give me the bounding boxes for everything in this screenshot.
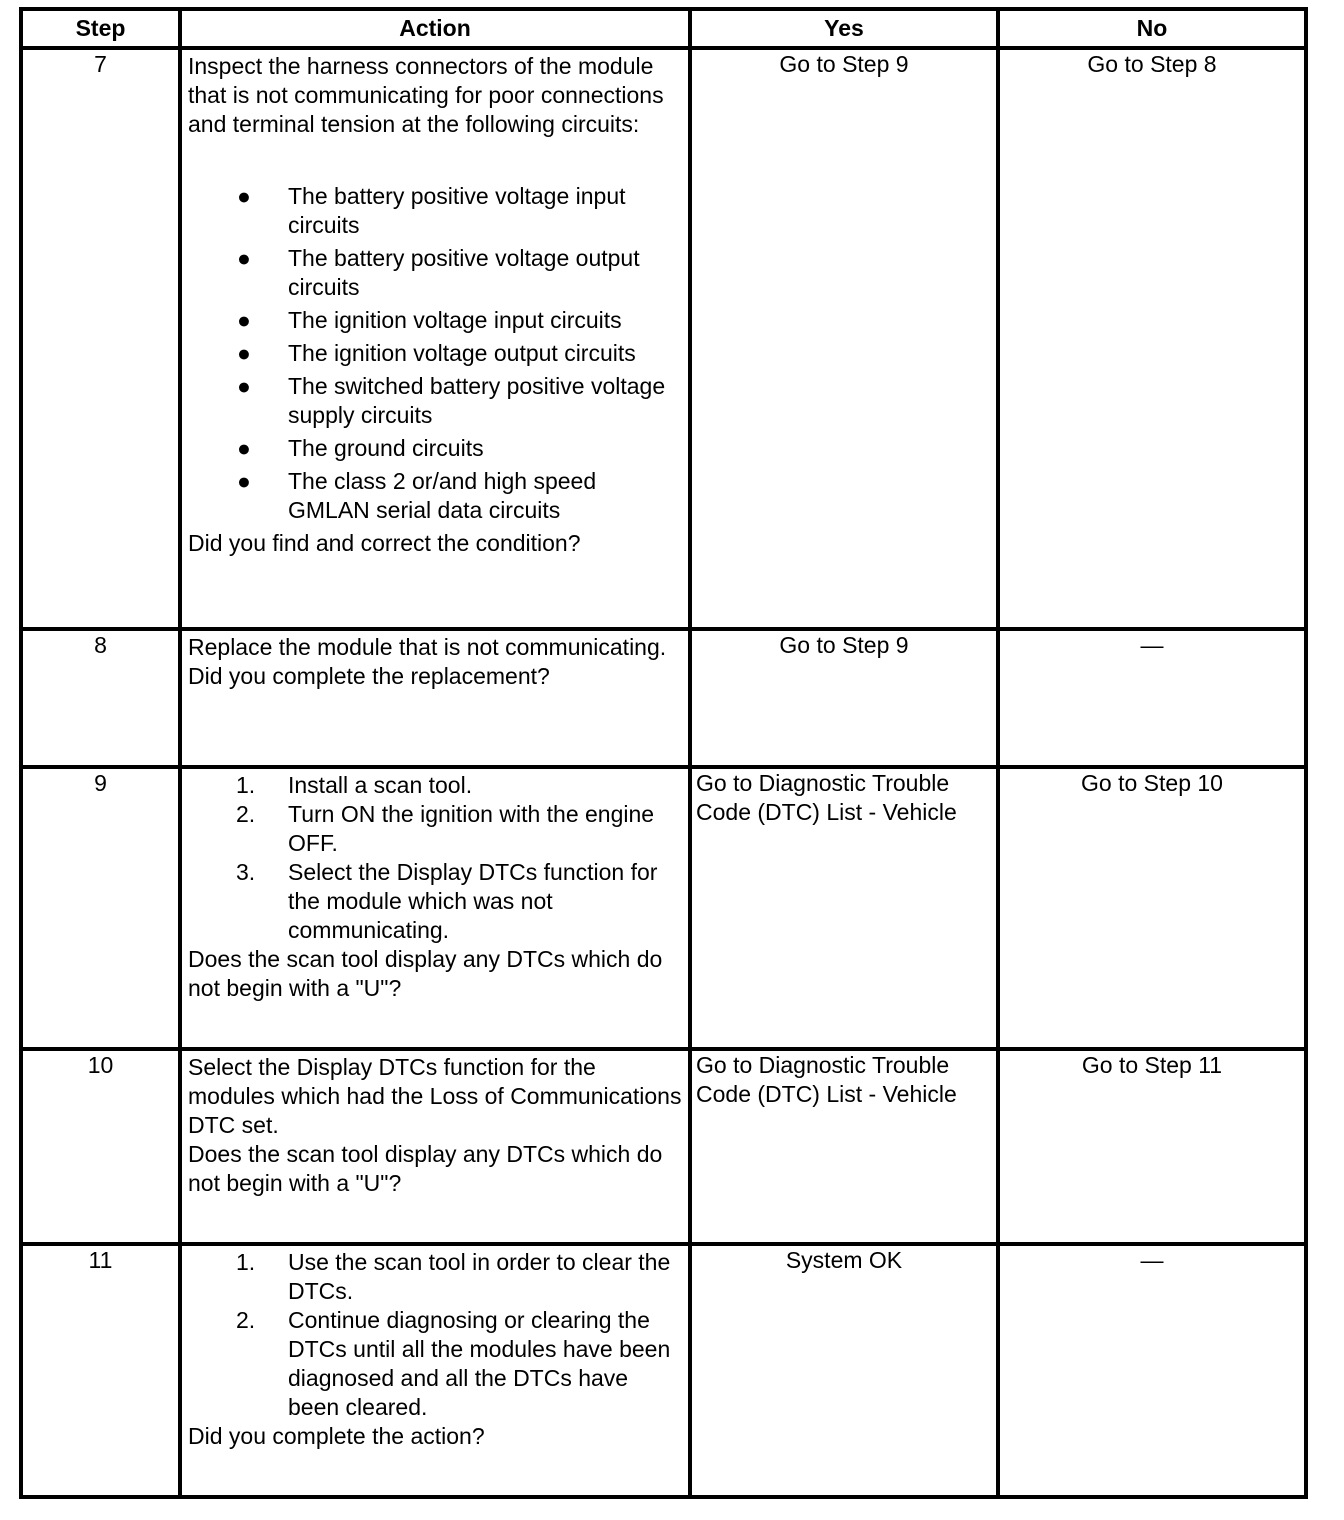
list-item bbox=[188, 771, 684, 800]
no-result: Go to Step 11 bbox=[998, 1049, 1306, 1244]
list-item bbox=[188, 800, 684, 858]
bullet-icon: ● bbox=[237, 373, 251, 399]
action-cell bbox=[180, 1049, 690, 1244]
list-item-text: The ground circuits bbox=[288, 435, 484, 461]
action-cell bbox=[180, 629, 690, 767]
circuit-list bbox=[188, 182, 684, 525]
list-number: 2. bbox=[236, 801, 256, 827]
action-intro: Inspect the harness connectors of the module that is not communicating for poor connections and terminal tension at the following circuits: bbox=[188, 53, 664, 137]
list-number: 2. bbox=[236, 1307, 256, 1333]
action-cell bbox=[180, 48, 690, 629]
bullet-icon: ● bbox=[237, 307, 251, 333]
action-intro: Replace the module that is not communicating. bbox=[188, 634, 667, 660]
yes-result: System OK bbox=[690, 1244, 998, 1497]
list-item-text: The class 2 or/and high speed GMLAN serial data circuits bbox=[288, 468, 597, 523]
action-question: Did you complete the replacement? bbox=[188, 663, 550, 689]
step-number: 7 bbox=[21, 48, 180, 629]
list-item bbox=[188, 244, 684, 302]
list-item-text: Use the scan tool in order to clear the DTCs. bbox=[288, 1249, 671, 1304]
diagnostic-table bbox=[19, 7, 1308, 1499]
list-item-text: The battery positive voltage output circuits bbox=[288, 245, 640, 300]
header-no: No bbox=[998, 9, 1306, 48]
procedure-list bbox=[188, 1248, 684, 1422]
list-number: 3. bbox=[236, 859, 256, 885]
list-item bbox=[188, 306, 684, 335]
list-item-text: Select the Display DTCs function for the module which was not communicating. bbox=[288, 859, 658, 943]
list-item-text: Install a scan tool. bbox=[288, 772, 473, 798]
action-question: Does the scan tool display any DTCs which do not begin with a "U"? bbox=[188, 1141, 663, 1196]
procedure-list bbox=[188, 771, 684, 945]
no-result: — bbox=[998, 1244, 1306, 1497]
header-step: Step bbox=[21, 9, 180, 48]
list-number: 1. bbox=[236, 772, 256, 798]
yes-result: Go to Step 9 bbox=[690, 629, 998, 767]
step-number: 8 bbox=[21, 629, 180, 767]
step-number: 11 bbox=[21, 1244, 180, 1497]
list-item-text: The battery positive voltage input circuits bbox=[288, 183, 626, 238]
action-question: Did you complete the action? bbox=[188, 1423, 485, 1449]
table-row bbox=[21, 1049, 1306, 1244]
action-cell bbox=[180, 1244, 690, 1497]
action-intro: Select the Display DTCs function for the modules which had the Loss of Communications DTC set. bbox=[188, 1054, 682, 1138]
bullet-icon: ● bbox=[237, 340, 251, 366]
list-item-text: The ignition voltage output circuits bbox=[288, 340, 636, 366]
list-item-text: Turn ON the ignition with the engine OFF. bbox=[288, 801, 655, 856]
list-item bbox=[188, 1306, 684, 1422]
yes-result: Go to Diagnostic Trouble Code (DTC) List - Vehicle bbox=[690, 767, 998, 1049]
header-action: Action bbox=[180, 9, 690, 48]
no-result: — bbox=[998, 629, 1306, 767]
table-row bbox=[21, 48, 1306, 629]
bullet-icon: ● bbox=[237, 468, 251, 494]
list-item bbox=[188, 1248, 684, 1306]
bullet-icon: ● bbox=[237, 183, 251, 209]
action-cell bbox=[180, 767, 690, 1049]
list-item-text: The ignition voltage input circuits bbox=[288, 307, 622, 333]
no-result: Go to Step 10 bbox=[998, 767, 1306, 1049]
bullet-icon: ● bbox=[237, 435, 251, 461]
action-question: Did you find and correct the condition? bbox=[188, 530, 581, 556]
list-item bbox=[188, 467, 684, 525]
list-item bbox=[188, 339, 684, 368]
list-item-text: The switched battery positive voltage supply circuits bbox=[288, 373, 666, 428]
step-number: 10 bbox=[21, 1049, 180, 1244]
no-result: Go to Step 8 bbox=[998, 48, 1306, 629]
list-item bbox=[188, 434, 684, 463]
list-number: 1. bbox=[236, 1249, 256, 1275]
table-row bbox=[21, 1244, 1306, 1497]
yes-result: Go to Diagnostic Trouble Code (DTC) List - Vehicle bbox=[690, 1049, 998, 1244]
table-row bbox=[21, 767, 1306, 1049]
list-item bbox=[188, 858, 684, 945]
list-item bbox=[188, 372, 684, 430]
list-item bbox=[188, 182, 684, 240]
header-yes: Yes bbox=[690, 9, 998, 48]
bullet-icon: ● bbox=[237, 245, 251, 271]
yes-result: Go to Step 9 bbox=[690, 48, 998, 629]
list-item-text: Continue diagnosing or clearing the DTCs until all the modules have been diagnosed and all the DTCs have been cleared. bbox=[288, 1307, 671, 1420]
table-row bbox=[21, 629, 1306, 767]
header-row bbox=[21, 9, 1306, 48]
step-number: 9 bbox=[21, 767, 180, 1049]
action-question: Does the scan tool display any DTCs which do not begin with a "U"? bbox=[188, 946, 663, 1001]
